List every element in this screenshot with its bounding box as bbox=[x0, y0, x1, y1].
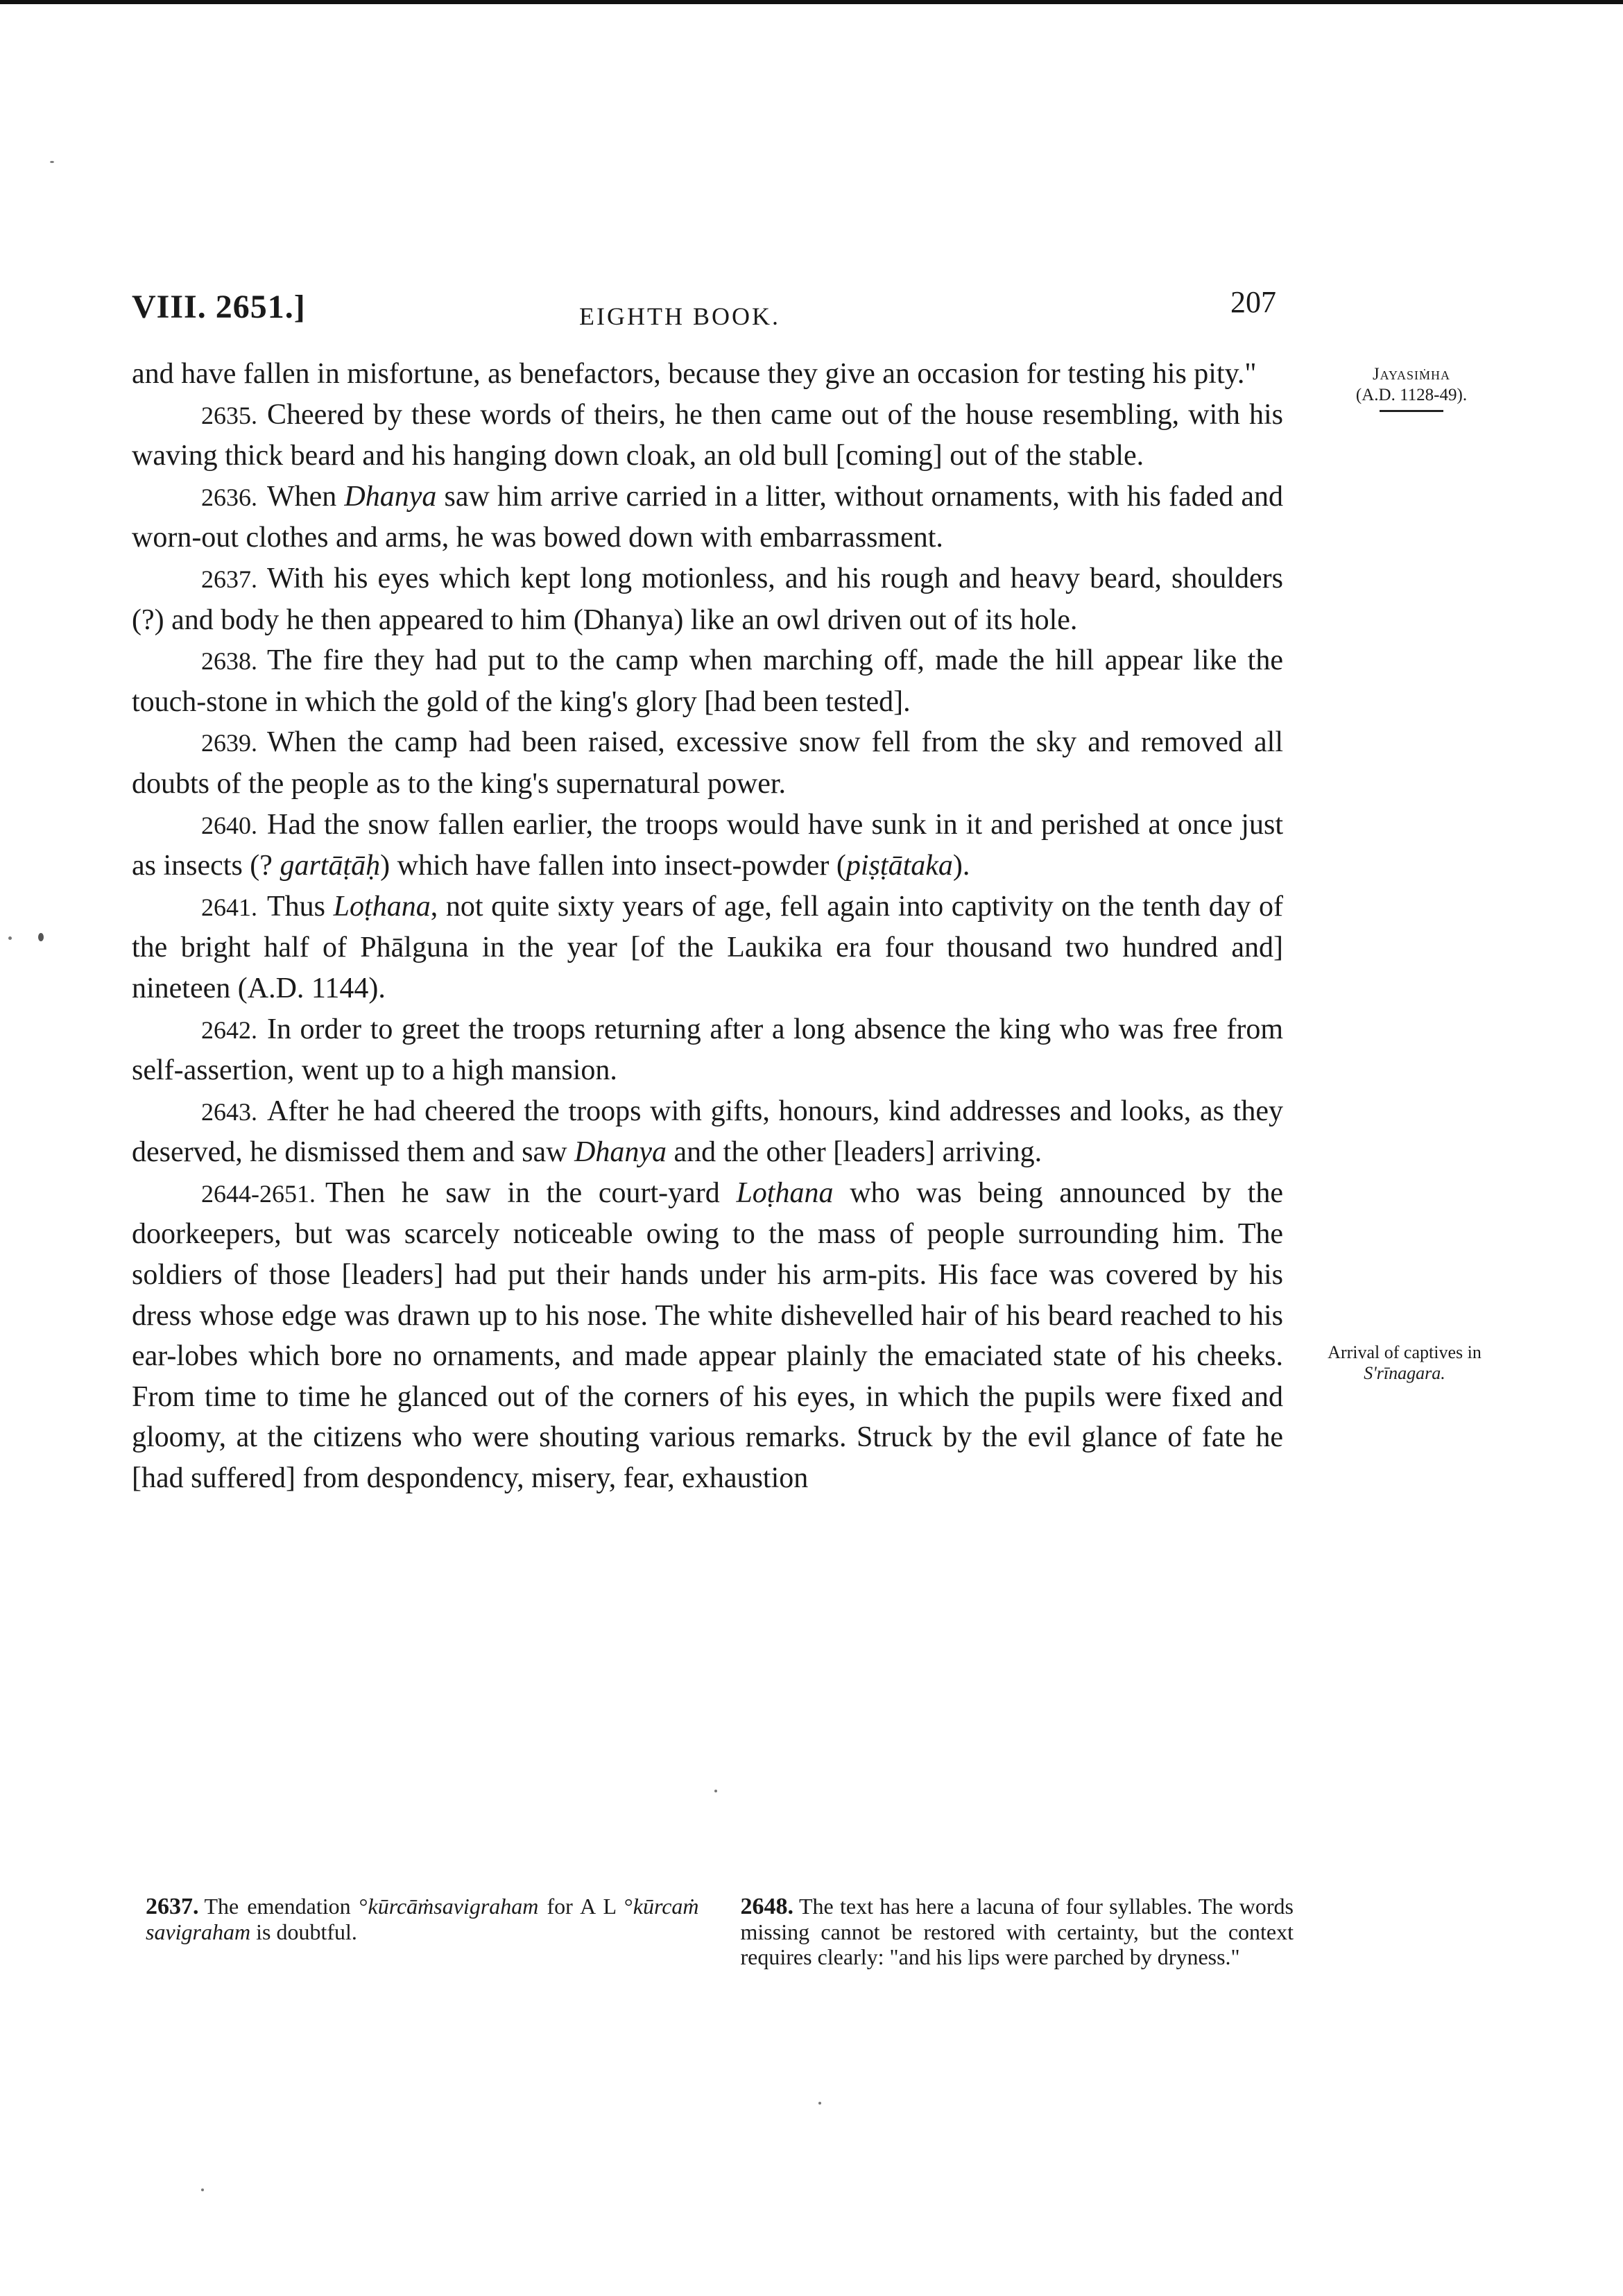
verse-text: , not quite sixty years of age, fell again into captivity on the tenth day of the bright half of Phālguna in the year [of the Laukika era four thousand two hundred and] nineteen ( bbox=[132, 890, 1283, 1004]
verse-text: saw him arrive carried in a litter, without ornaments, with his faded and worn-out clothes and arms, he was bowed down with embarrassment. bbox=[132, 480, 1283, 554]
sanskrit-term: piṣṭātaka bbox=[845, 850, 953, 882]
name-lothana: Loṭhana bbox=[333, 890, 431, 923]
verse-text: Had the snow fallen earlier, the troops would have sunk in it and perished at once just as insects (? bbox=[132, 808, 1283, 882]
verse-text: ) which have fallen into insect-powder ( bbox=[380, 850, 846, 882]
verse-text: 1144). bbox=[304, 972, 386, 1004]
scan-speck bbox=[714, 1790, 717, 1792]
footnote-text: for A L ° bbox=[538, 1894, 633, 1919]
verse-2644-2651 bbox=[132, 1173, 1283, 1499]
verse-number: 2641. bbox=[201, 893, 257, 921]
sanskrit-term: kūrcaṁ savigraham bbox=[146, 1894, 699, 1944]
footnote-number: 2648. bbox=[740, 1894, 793, 1919]
margin-note-arrival bbox=[1280, 1342, 1529, 1384]
verse-2636 bbox=[132, 477, 1283, 558]
verse-text: With his eyes which kept long motionless, and his rough and heavy beard, shoulders (?) and body he then appeared to him (Dhanya) like an owl driven out of its hole. bbox=[132, 562, 1283, 636]
era-abbreviation: A.D. bbox=[247, 972, 304, 1004]
verse-text: When the camp had been raised, excessive snow fell from the sky and removed all doubts of the people as to the king's supernatural power. bbox=[132, 726, 1283, 800]
verse-text: Cheered by these words of theirs, he then came out of the house resembling, with his waving thick beard and his hanging down cloak, an old bull [coming] out of the stable. bbox=[132, 398, 1283, 472]
reign-name: Jayasiṁha bbox=[1372, 365, 1451, 384]
verse-text: and the other [leaders] arriving. bbox=[667, 1136, 1042, 1169]
sanskrit-term: kūrcāṁsavigraham bbox=[368, 1894, 539, 1919]
footnote-text: is doubtful. bbox=[250, 1919, 357, 1944]
page-top-border bbox=[0, 0, 1623, 4]
main-text bbox=[132, 354, 1283, 1499]
verse-text: ). bbox=[952, 850, 970, 882]
margin-note-reign bbox=[1318, 364, 1505, 412]
reign-dates: (A.D. 1128-49). bbox=[1355, 386, 1468, 404]
verse-text: Then he saw in the court-yard bbox=[325, 1176, 737, 1209]
verse-2637 bbox=[132, 558, 1283, 640]
verse-text: After he had cheered the troops with gifts, honours, kind addresses and looks, as they deserved, he dismissed them and saw bbox=[132, 1095, 1283, 1169]
arrival-note-line1: Arrival of captives in bbox=[1328, 1342, 1482, 1362]
name-lothana: Loṭhana bbox=[736, 1176, 834, 1209]
verse-2638 bbox=[132, 640, 1283, 722]
verse-number: 2638. bbox=[201, 647, 257, 676]
name-dhanya: Dhanya bbox=[574, 1136, 667, 1169]
footnote-text: The emendation ° bbox=[204, 1894, 368, 1919]
verse-2642 bbox=[132, 1009, 1283, 1091]
paragraph-continuation: and have fallen in misfortune, as benefactors, because they give an occasion for testing his pity." bbox=[132, 358, 1257, 390]
running-head-section: VIII. 2651.] bbox=[132, 289, 306, 325]
footnotes bbox=[146, 1894, 1294, 1969]
verse-2635 bbox=[132, 395, 1283, 477]
verse-2643 bbox=[132, 1091, 1283, 1173]
footnote-2637 bbox=[146, 1894, 699, 1944]
verse-text: The fire they had put to the camp when marching off, made the hill appear like the touch-stone in which the gold of the king's glory [had been tested]. bbox=[132, 644, 1283, 718]
sanskrit-term: gartāṭāḥ bbox=[280, 850, 381, 882]
name-dhanya: Dhanya bbox=[344, 480, 437, 513]
scan-speck bbox=[201, 2188, 204, 2191]
scan-speck bbox=[50, 161, 54, 163]
verse-number: 2637. bbox=[201, 565, 257, 593]
verse-text: When bbox=[267, 480, 345, 513]
verse-number: 2640. bbox=[201, 811, 257, 839]
running-head-book-title: EIGHTH BOOK. bbox=[579, 302, 780, 330]
verse-number: 2635. bbox=[201, 401, 257, 429]
arrival-note-line2: S'rīnagara. bbox=[1364, 1363, 1445, 1383]
verse-2639 bbox=[132, 722, 1283, 804]
verse-text: Thus bbox=[267, 890, 334, 923]
scan-speck bbox=[818, 2102, 821, 2105]
running-head bbox=[132, 285, 1276, 343]
verse-number: 2642. bbox=[201, 1016, 257, 1044]
footnote-number: 2637. bbox=[146, 1894, 199, 1919]
margin-rule bbox=[1380, 410, 1443, 412]
verse-text: who was being announced by the doorkeepers, but was scarcely noticeable owing to the mass of people surrounding him. The soldiers of those [leaders] had put their hands under his arm-pits. His face was covered by his dress whose edge was drawn up to his nose. The white dishevelled hair of his beard reached to his ear-lobes which bore no ornaments, and made appear plainly the emaciated state of his cheeks. From time to time he glanced out of the corners of his eyes, in which the pupils were fixed and gloomy, at the citizens who were shouting various remarks. Struck by the evil glance of fate he [had suffered] from despondency, misery, fear, exhaustion bbox=[132, 1176, 1283, 1495]
verse-number: 2643. bbox=[201, 1097, 257, 1126]
verse-number: 2636. bbox=[201, 483, 257, 511]
verse-number: 2644-2651. bbox=[201, 1179, 316, 1208]
verse-2640 bbox=[132, 805, 1283, 886]
verse-number: 2639. bbox=[201, 729, 257, 757]
scan-speck bbox=[8, 936, 12, 940]
scan-speck bbox=[38, 933, 44, 941]
footnote-2648 bbox=[741, 1894, 1294, 1969]
footnote-text: The text has here a lacuna of four syllables. The words missing cannot be restored with certainty, but the context requires clearly: "and his lips were parched by dryness." bbox=[740, 1894, 1294, 1969]
page-number: 207 bbox=[1230, 285, 1276, 319]
verse-2641 bbox=[132, 886, 1283, 1009]
verse-text: In order to greet the troops returning after a long absence the king who was free from self-assertion, went up to a high mansion. bbox=[132, 1013, 1283, 1087]
